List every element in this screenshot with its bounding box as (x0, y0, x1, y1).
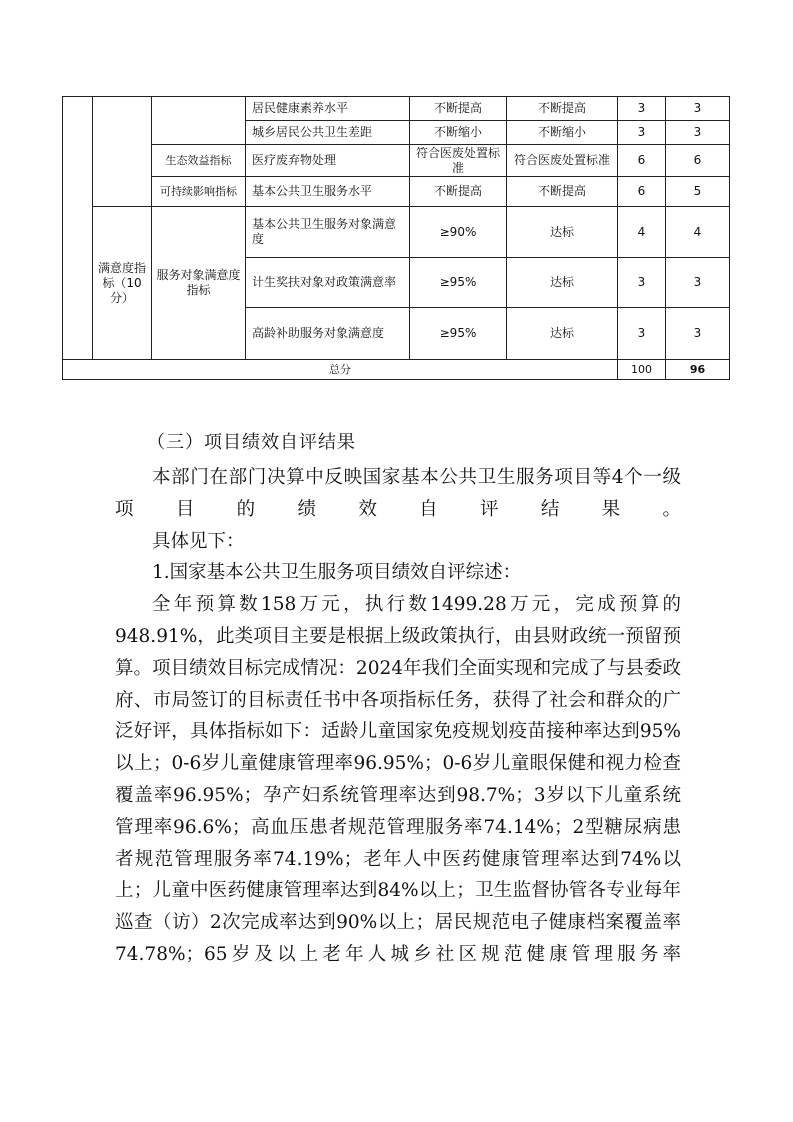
score-cell: 4 (666, 207, 730, 258)
actual-cell: 达标 (507, 308, 618, 360)
weight-cell: 6 (618, 145, 666, 177)
weight-cell: 3 (618, 97, 666, 121)
category-cell: 生态效益指标 (152, 145, 246, 177)
actual-cell: 不断提高 (507, 97, 618, 121)
total-label: 总分 (63, 360, 618, 380)
target-cell: 不断提高 (410, 97, 507, 121)
weight-cell: 3 (618, 121, 666, 145)
col2-cell (93, 97, 152, 207)
total-score: 96 (666, 360, 730, 380)
score-cell: 5 (666, 177, 730, 207)
col1-cell (63, 97, 93, 360)
indicator-cell: 高龄补助服务对象满意度 (246, 308, 410, 360)
score-cell: 3 (666, 97, 730, 121)
category-cell: 可持续影响指标 (152, 177, 246, 207)
paragraph: 1.国家基本公共卫生服务项目绩效自评综述： (152, 562, 522, 584)
weight-cell: 3 (618, 258, 666, 308)
actual-cell: 不断缩小 (507, 121, 618, 145)
weight-cell: 6 (618, 177, 666, 207)
target-cell: 不断提高 (410, 177, 507, 207)
score-cell: 6 (666, 145, 730, 177)
actual-cell: 符合医废处置标准 (507, 145, 618, 177)
table-row (63, 207, 730, 258)
paragraph: 全年预算数158万元，执行数1499.28万元，完成预算的948.91%，此类项目主要是根据上级政策执行，由县财政统一预留预算。项目绩效目标完成情况：2024年我们全面实现和完成了与县委政府、市局签订的目标责任书中各项指标任务，获得了社会和群众的广泛好评，具体指标如下：适龄儿童国家免疫规划疫苗接种率达到95%以上；0-6岁儿童健康管理率96.95%；0-6岁儿童眼保健和视力检查覆盖率96.95%；孕产妇系统管理率达到98.7%；3岁以下儿童系统管理率96.6%；高血压患者规范管理服务率74.14%；2型糖尿病患者规范管理服务率74.19%；老年人中医药健康管理率达到74%以上；儿童中医药健康管理率达到84%以上；卫生监督协管各专业每年巡查（访）2次完成率达到90%以上；居民规范电子健康档案覆盖率74.78%；65岁及以上老年人城乡社区规范健康管理服务率 (115, 594, 681, 965)
indicator-cell: 基本公共卫生服务水平 (246, 177, 410, 207)
indicator-cell: 医疗废弃物处理 (246, 145, 410, 177)
actual-cell: 不断提高 (507, 177, 618, 207)
level1-cell: 满意度指标（10分） (93, 207, 152, 360)
indicator-cell: 基本公共卫生服务对象满意度 (246, 207, 410, 258)
performance-table (62, 96, 730, 380)
indicator-cell: 居民健康素养水平 (246, 97, 410, 121)
paragraph: 具体见下： (152, 530, 245, 552)
weight-cell: 4 (618, 207, 666, 258)
table-row (63, 145, 730, 177)
target-cell: 不断缩小 (410, 121, 507, 145)
total-row (63, 360, 730, 380)
indicator-cell: 计生奖扶对象对政策满意率 (246, 258, 410, 308)
score-cell: 3 (666, 308, 730, 360)
table-row (63, 97, 730, 121)
section-body (115, 462, 681, 971)
table-row (63, 177, 730, 207)
weight-cell: 3 (618, 308, 666, 360)
section-heading: （三）项目绩效自评结果 (147, 432, 356, 453)
level2-cell: 服务对象满意度指标 (152, 207, 246, 360)
actual-cell: 达标 (507, 258, 618, 308)
col3-cell (152, 97, 246, 145)
indicator-cell: 城乡居民公共卫生差距 (246, 121, 410, 145)
total-weight: 100 (618, 360, 666, 380)
target-cell: ≥90% (410, 207, 507, 258)
target-cell: ≥95% (410, 308, 507, 360)
score-cell: 3 (666, 258, 730, 308)
paragraph: 本部门在部门决算中反映国家基本公共卫生服务项目等4个一级项目的绩效自评结果。 (115, 467, 681, 520)
score-cell: 3 (666, 121, 730, 145)
target-cell: 符合医废处置标准 (410, 145, 507, 177)
actual-cell: 达标 (507, 207, 618, 258)
target-cell: ≥95% (410, 258, 507, 308)
